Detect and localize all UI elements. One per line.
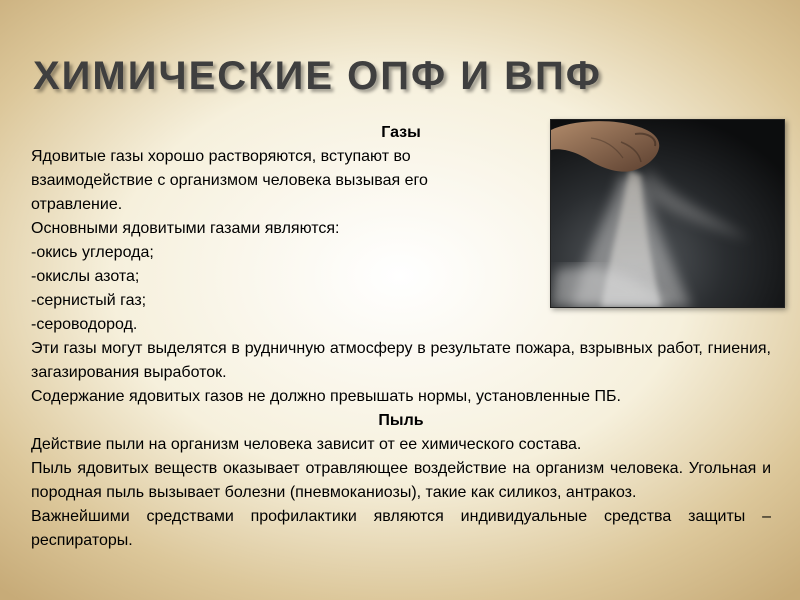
dust-paragraph-1: Действие пыли на организм человека зависит от ее химического состава. (31, 436, 582, 453)
gas-list-item: -сернистый газ; (31, 292, 147, 309)
gases-sources: Эти газы могут выделятся в рудничную атмосферу в результате пожара, взрывных работ, гниения, загазирования выработок. (31, 340, 771, 381)
gases-list-intro: Основными ядовитыми газами являются: (31, 220, 340, 237)
slide-body (31, 121, 771, 553)
gas-list-item: -окислы азота; (31, 268, 140, 285)
gases-intro: Ядовитые газы хорошо растворяются, вступают во взаимодействие с организмом человека вызывая его отравление. (31, 148, 428, 213)
slide-title: ХИМИЧЕСКИЕ ОПФ И ВПФ (33, 54, 602, 98)
dust-paragraph-2: Пыль ядовитых веществ оказывает отравляющее воздействие на организм человека. Угольная и породная пыль вызывает болезни (пневмоканиозы), такие как силикоз, антракоз. (31, 460, 771, 501)
gas-list-item: -сероводород. (31, 316, 138, 333)
gas-list-item: -окись углерода; (31, 244, 154, 261)
dust-heading: Пыль (378, 412, 424, 429)
gases-limit: Содержание ядовитых газов не должно превышать нормы, установленные ПБ. (31, 388, 621, 405)
gases-heading: Газы (381, 124, 421, 141)
dust-paragraph-3: Важнейшими средствами профилактики являются индивидуальные средства защиты – респираторы. (31, 508, 771, 549)
